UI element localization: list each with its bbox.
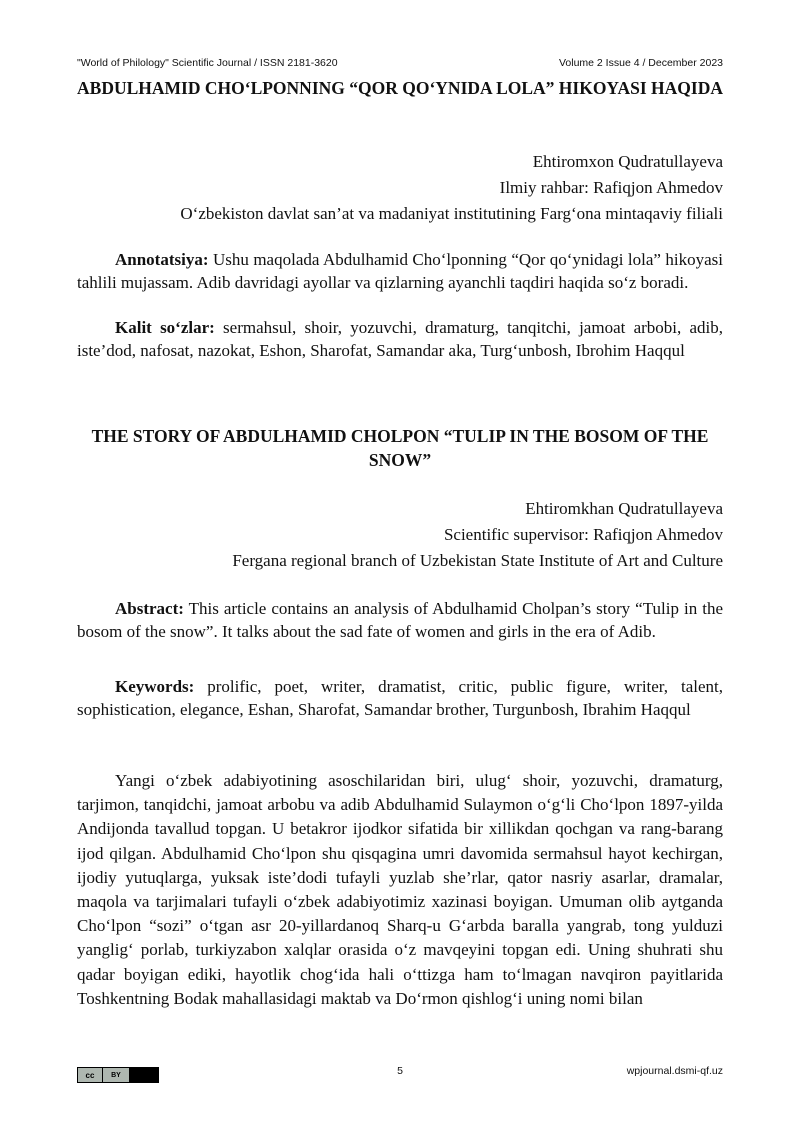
abstract-label-uz: Annotatsiya: — [115, 250, 209, 269]
author-block-en — [232, 496, 723, 574]
institution-en: Fergana regional branch of Uzbekistan State Institute of Art and Culture — [232, 551, 723, 570]
keywords-uz — [77, 317, 723, 362]
supervisor-uz: Ilmiy rahbar: Rafiqjon Ahmedov — [499, 178, 723, 197]
by-icon: BY — [102, 1068, 129, 1082]
cc-icon: cc — [78, 1068, 102, 1082]
abstract-text-uz: Ushu maqolada Abdulhamid Cho‘lponning “Qor qo‘ynidagi lola” hikoyasi tahlili mujassam. Adib davridagi ayollar va qizlarning ayanchli taqdiri haqida so‘z boradi. — [77, 250, 723, 292]
page-footer — [77, 1065, 723, 1085]
body-paragraph: Yangi o‘zbek adabiyotining asoschilaridan biri, ulug‘ shoir, yozuvchi, dramaturg, tarjimon, tanqidchi, jamoat arbobu va adib Abdulhamid Sulaymon o‘g‘li Cho‘lpon 1897-yilda Andijonda tavallud topgan. U betakror ijodkor sifatida bir xillikdan qochgan va rang-barang ijod qilgan. Abdulhamid Cho‘lpon shu qisqagina umri davomida sermahsul hayot kechirgan, ijodiy yutuqlarga, yuksak iste’dodi tufayli yuzlab she’rlar, qator nasriy asarlar, dramalar, maqola va tarjimalari tufayli o‘zbek adabiyotimiz xazinasi boyigan. Umuman olib aytganda Cho‘lpon “sozi” o‘tgan asr 20-yillardanoq Sharq-u G‘arbda baralla yangrab, tong yulduzi yanglig‘ porlab, turkiyzabon xalqlar orasida o‘z mavqeyini topgan edi. Uning shuhrati shu qadar boyigan ediki, hayotlik chog‘ida hali o‘ttizga ham to‘lmagan navqiron payitlarida Toshkentning Bodak mahallasidagi maktab va Do‘rmon qishlog‘i uning nomi bilan — [77, 771, 723, 1008]
supervisor-en: Scientific supervisor: Rafiqjon Ahmedov — [443, 525, 723, 544]
journal-page — [77, 0, 723, 1131]
institution-uz: O‘zbekiston davlat san’at va madaniyat institutining Farg‘ona mintaqaviy filiali — [180, 204, 723, 223]
keywords-text-en: prolific, poet, writer, dramatist, critic, public figure, writer, talent, sophistication, elegance, Eshan, Sharofat, Samandar brother, Turgunbosh, Ibrahim Haqqul — [77, 677, 723, 719]
page-number: 5 — [397, 1065, 403, 1077]
keywords-label-uz: Kalit so‘zlar: — [115, 318, 215, 337]
author-name-uz: Ehtiromxon Qudratullayeva — [532, 152, 723, 171]
running-header — [77, 57, 723, 69]
article-title-uz: ABDULHAMID CHO‘LPONNING “QOR QO‘YNIDA LOLA” HIKOYASI HAQIDA — [77, 78, 723, 98]
journal-title: "World of Philology" Scientific Journal / ISSN 2181-3620 — [77, 57, 338, 69]
keywords-label-en: Keywords: — [115, 677, 195, 696]
keywords-text-uz: sermahsul, shoir, yozuvchi, dramaturg, tanqitchi, jamoat arbobi, adib, iste’dod, nafosat, nazokat, Eshon, Sharofat, Samandar aka, Turg‘unbosh, Ibrohim Haqqul — [77, 318, 723, 360]
journal-website-link[interactable]: wpjournal.dsmi-qf.uz — [626, 1065, 723, 1077]
abstract-en — [77, 598, 723, 643]
author-name-en: Ehtiromkhan Qudratullayeva — [525, 499, 723, 518]
issue-info: Volume 2 Issue 4 / December 2023 — [558, 57, 723, 69]
article-title-en: THE STORY OF ABDULHAMID CHOLPON “TULIP IN THE BOSOM OF THE SNOW” — [91, 426, 709, 470]
abstract-label-en: Abstract: — [115, 599, 184, 618]
abstract-text-en: This article contains an analysis of Abdulhamid Cholpan’s story “Tulip in the bosom of the snow”. It talks about the sad fate of women and girls in the era of Adib. — [77, 599, 723, 641]
author-block-uz — [180, 149, 723, 227]
keywords-en — [77, 676, 723, 721]
abstract-uz — [77, 249, 723, 294]
